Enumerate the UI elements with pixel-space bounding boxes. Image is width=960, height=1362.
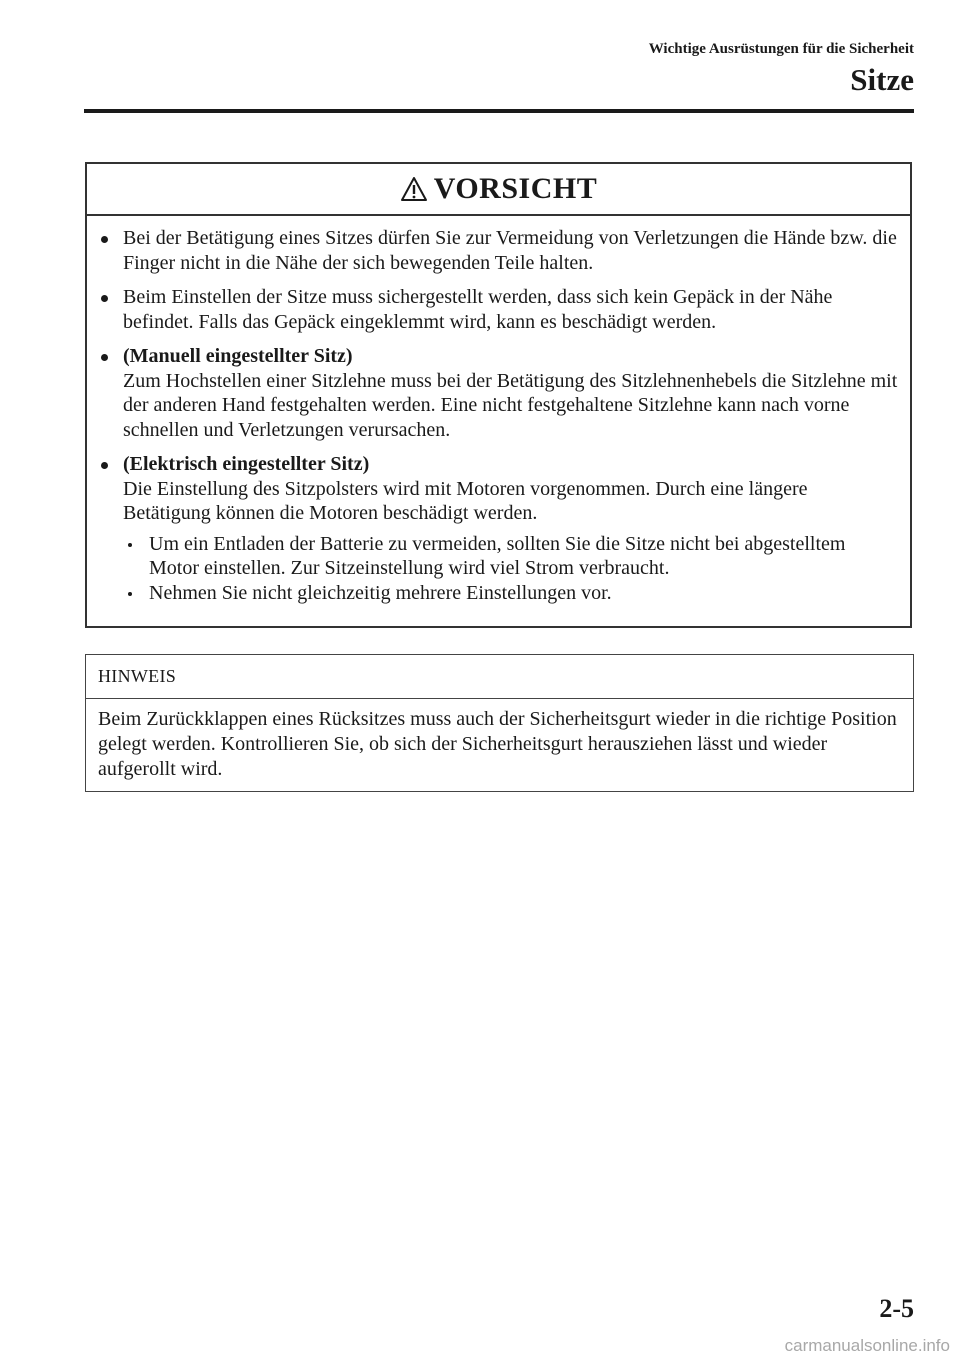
note-box: [85, 654, 914, 792]
caution-item: [101, 452, 898, 605]
caution-item-text: Beim Einstellen der Sitze muss sichergestellt werden, dass sich kein Gepäck in der Nähe befindet. Falls das Gepäck eingeklemmt wird, kann es beschädigt werden.: [123, 286, 833, 333]
caution-subitem-text: Nehmen Sie nicht gleichzeitig mehrere Einstellungen vor.: [149, 581, 612, 604]
header-rule: [84, 109, 914, 113]
caution-subitem-text: Um ein Entladen der Batterie zu vermeiden, sollten Sie die Sitze nicht bei abgestelltem Motor einstellen. Zur Sitzeinstellung wird viel Strom verbraucht.: [149, 532, 846, 579]
caution-title: VORSICHT: [433, 172, 598, 205]
caution-item: [101, 226, 898, 275]
caution-box: [85, 162, 912, 628]
page-number: 2-5: [879, 1294, 914, 1323]
caution-item-heading: (Manuell eingestellter Sitz): [123, 345, 353, 367]
caution-subitem: [123, 581, 898, 606]
sub-bullet-icon: [128, 543, 132, 547]
sub-bullet-icon: [128, 592, 132, 596]
bullet-icon: [101, 354, 108, 361]
bullet-icon: [101, 236, 108, 243]
page-header: [649, 40, 914, 98]
section-label: Wichtige Ausrüstungen für die Sicherheit: [648, 41, 914, 57]
caution-item: [101, 285, 898, 334]
caution-item: [101, 344, 898, 442]
caution-subitem: [123, 532, 898, 581]
caution-item-text: Bei der Betätigung eines Sitzes dürfen Sie zur Vermeidung von Verletzungen die Hände bzw. die Finger nicht in die Nähe der sich bewegenden Teile halten.: [123, 227, 897, 274]
caution-subitems: [123, 532, 898, 606]
caution-item-heading: (Elektrisch eingestellter Sitz): [123, 453, 370, 475]
caution-item-text: Zum Hochstellen einer Sitzlehne muss bei der Betätigung des Sitzlehnenhebels die Sitzlehne mit der anderen Hand festgehalten werden. Eine nicht festgehaltene Sitzlehne kann nach vorne schnellen und Verletzungen verursachen.: [123, 369, 898, 441]
caution-header: [87, 164, 910, 216]
bullet-icon: [101, 295, 108, 302]
note-text: Beim Zurückklappen eines Rücksitzes muss auch der Sicherheitsgurt wieder in die richtige Position gelegt werden. Kontrollieren Sie, ob sich der Sicherheitsgurt herausziehen lässt und wieder aufgerollt wird.: [98, 708, 897, 780]
note-title: HINWEIS: [86, 655, 913, 699]
warning-triangle-icon: [400, 176, 428, 202]
page-title: Sitze: [850, 62, 914, 97]
watermark: carmanualsonline.info: [784, 1336, 950, 1355]
bullet-icon: [101, 462, 108, 469]
caution-item-text: Die Einstellung des Sitzpolsters wird mit Motoren vorgenommen. Durch eine längere Betätigung können die Motoren beschädigt werden.: [123, 477, 808, 524]
caution-body: [87, 216, 910, 605]
